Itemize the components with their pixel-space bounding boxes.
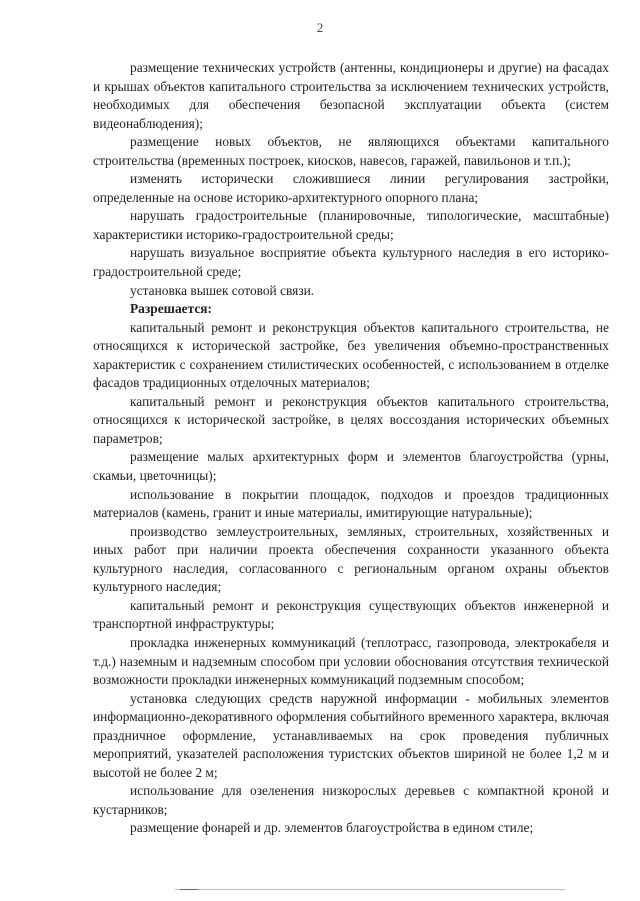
paragraph: производство землеустроительных, земляных, строительных, хозяйственных и иных работ при наличии проекта обеспечения сохранности указанного объекта культурного наследия, согласованного с региональным органом охраны объектов культурного наследия; <box>93 523 609 595</box>
paragraph: размещение технических устройств (антенны, кондиционеры и другие) на фасадах и крышах объектов капитального строительства за исключением технических устройств, необходимых для обеспечения безопасной эксплуатации объекта (систем видеонаблюдения); <box>93 60 609 131</box>
paragraph: размещение новых объектов, не являющихся объектами капитального строительства (временных построек, киосков, навесов, гаражей, павильонов и т.п.); <box>93 134 609 168</box>
paragraph: нарушать градостроительные (планировочные, типологические, масштабные) характеристики историко-градостроительной среды; <box>93 208 609 242</box>
paragraph: капитальный ремонт и реконструкция существующих объектов инженерной и транспортной инфраструктуры; <box>93 597 609 632</box>
paragraph: прокладка инженерных коммуникаций (теплотрасс, газопровода, электрокабеля и т.д.) наземным и надземным способом при условии обоснования отсутствия технической возможности прокладки инженерных коммуникаций подземным способом; <box>93 634 609 688</box>
document-body <box>93 59 609 838</box>
paragraph: установка следующих средств наружной информации - мобильных элементов информационно-декоративного оформления событийного временного характера, включая праздничное оформление, устанавливаемых на срок проведения публичных мероприятий, указателей расположения туристских объектов шириной не более 1,2 м и высотой не более 2 м; <box>93 690 609 780</box>
paragraph: нарушать визуальное восприятие объекта культурного наследия в его историко-градостроительной среде; <box>93 245 609 280</box>
paragraph: капитальный ремонт и реконструкция объектов капитального строительства, относящихся к исторической застройке, в целях воссоздания исторических объемных параметров; <box>93 393 609 446</box>
footer-divider-mark <box>180 889 198 890</box>
paragraph: капитальный ремонт и реконструкция объектов капитального строительства, не относящихся к исторической застройке, без увеличения объемно-пространственных характеристик с сохранением стилистических особенностей, с использованием в отделке фасадов традиционных отделочных материалов; <box>93 319 609 391</box>
paragraph: размещение фонарей и др. элементов благоустройства в едином стиле; <box>130 820 534 836</box>
paragraph: использование для озеленения низкорослых деревьев с компактной кроной и кустарников; <box>93 783 609 817</box>
page-number: 2 <box>316 20 324 35</box>
paragraph: установка вышек сотовой связи. <box>130 282 315 298</box>
footer-divider <box>175 889 565 890</box>
paragraph: размещение малых архитектурных форм и элементов благоустройства (урны, скамьи, цветочницы); <box>93 449 609 484</box>
paragraph: использование в покрытии площадок, подходов и проездов традиционных материалов (камень, гранит и иные материалы, имитирующие натуральные); <box>93 486 609 521</box>
section-heading: Разрешается: <box>130 301 212 317</box>
paragraph: изменять исторически сложившиеся линии регулирования застройки, определенные на основе историко-архитектурного опорного плана; <box>93 171 609 205</box>
